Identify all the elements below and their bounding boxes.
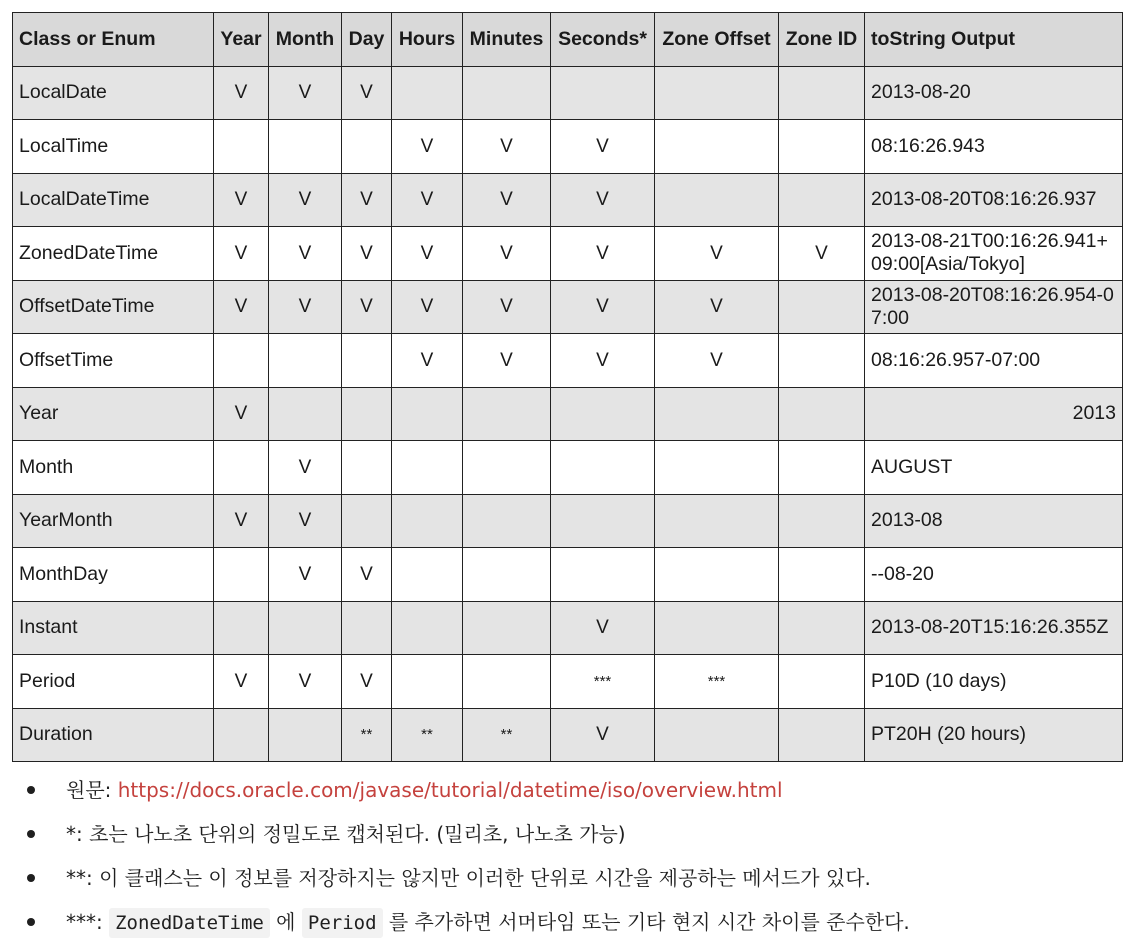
support-cell (214, 708, 269, 762)
support-cell (269, 120, 342, 174)
class-name-cell: OffsetDateTime (13, 280, 214, 334)
support-cell: V (551, 334, 655, 388)
support-cell: V (269, 280, 342, 334)
code-period: Period (302, 908, 383, 938)
support-cell (342, 601, 392, 655)
support-cell: V (214, 66, 269, 120)
class-name-cell: LocalDateTime (13, 173, 214, 227)
tostring-output-cell: 2013-08-20 (865, 66, 1123, 120)
support-cell (392, 601, 463, 655)
bullet-icon (27, 830, 35, 838)
support-cell (463, 66, 551, 120)
support-cell: V (392, 173, 463, 227)
support-cell (779, 120, 865, 174)
support-cell (655, 441, 779, 495)
table-row (13, 441, 1123, 495)
support-cell: V (342, 548, 392, 602)
support-cell (463, 387, 551, 441)
date-time-classes-table (12, 12, 1123, 762)
support-cell: *** (655, 655, 779, 709)
support-cell: V (463, 227, 551, 281)
support-cell: V (214, 173, 269, 227)
bullet-icon (27, 874, 35, 882)
support-cell (463, 494, 551, 548)
support-cell (463, 655, 551, 709)
support-cell (655, 120, 779, 174)
support-cell: V (655, 227, 779, 281)
footnote-period-suffix: 를 추가하면 서머타임 또는 기타 현지 시간 차이를 준수한다. (382, 910, 910, 934)
tostring-output-cell: 08:16:26.957-07:00 (865, 334, 1123, 388)
support-cell (655, 708, 779, 762)
tostring-output-cell: 2013-08-20T08:16:26.937 (865, 173, 1123, 227)
support-cell (463, 601, 551, 655)
support-cell (655, 601, 779, 655)
support-cell: V (779, 227, 865, 281)
class-name-cell: LocalDate (13, 66, 214, 120)
tostring-output-cell: P10D (10 days) (865, 655, 1123, 709)
support-cell (655, 173, 779, 227)
list-item (24, 768, 1124, 812)
support-cell (551, 441, 655, 495)
support-cell (779, 441, 865, 495)
support-cell: V (342, 280, 392, 334)
support-cell (392, 441, 463, 495)
support-cell (214, 601, 269, 655)
support-cell (392, 655, 463, 709)
table-header-row (13, 13, 1123, 67)
support-cell: V (551, 173, 655, 227)
support-cell: ** (463, 708, 551, 762)
support-cell (655, 494, 779, 548)
support-cell: V (342, 655, 392, 709)
support-cell: V (392, 334, 463, 388)
support-cell: *** (551, 655, 655, 709)
source-link[interactable]: https://docs.oracle.com/javase/tutorial/datetime/iso/overview.html (117, 778, 783, 802)
support-cell: V (214, 655, 269, 709)
support-cell (269, 601, 342, 655)
support-cell: V (392, 280, 463, 334)
support-cell (779, 280, 865, 334)
source-label: 원문: (66, 778, 118, 802)
column-header: Class or Enum (13, 13, 214, 67)
support-cell (779, 66, 865, 120)
class-name-cell: Duration (13, 708, 214, 762)
class-name-cell: Year (13, 387, 214, 441)
footnote-seconds: *: 초는 나노초 단위의 정밀도로 캡처된다. (밀리초, 나노초 가능) (66, 822, 626, 846)
support-cell (779, 655, 865, 709)
support-cell: V (214, 494, 269, 548)
footnote-period-mid: 에 (269, 910, 302, 934)
table-row (13, 387, 1123, 441)
footnotes-list (24, 768, 1124, 944)
column-header: Year (214, 13, 269, 67)
column-header: Zone Offset (655, 13, 779, 67)
class-name-cell: LocalTime (13, 120, 214, 174)
support-cell (342, 441, 392, 495)
support-cell: V (342, 66, 392, 120)
support-cell (214, 120, 269, 174)
support-cell: V (463, 120, 551, 174)
support-cell: V (269, 66, 342, 120)
support-cell (214, 441, 269, 495)
support-cell (463, 548, 551, 602)
column-header: Day (342, 13, 392, 67)
support-cell: ** (392, 708, 463, 762)
tostring-output-cell: 2013-08-20T08:16:26.954-07:00 (865, 280, 1123, 334)
support-cell (779, 494, 865, 548)
column-header: toString Output (865, 13, 1123, 67)
tostring-output-cell: 2013-08 (865, 494, 1123, 548)
support-cell: V (392, 120, 463, 174)
support-cell: V (392, 227, 463, 281)
support-cell: V (551, 708, 655, 762)
table-row (13, 334, 1123, 388)
tostring-output-cell: AUGUST (865, 441, 1123, 495)
table-row (13, 227, 1123, 281)
support-cell (551, 387, 655, 441)
support-cell (269, 708, 342, 762)
support-cell (655, 548, 779, 602)
table-row (13, 66, 1123, 120)
support-cell: V (655, 334, 779, 388)
bullet-icon (27, 918, 35, 926)
class-name-cell: OffsetTime (13, 334, 214, 388)
list-item (24, 900, 1124, 944)
support-cell: V (214, 387, 269, 441)
column-header: Hours (392, 13, 463, 67)
tostring-output-cell: --08-20 (865, 548, 1123, 602)
support-cell (342, 494, 392, 548)
list-item (24, 812, 1124, 856)
class-name-cell: MonthDay (13, 548, 214, 602)
support-cell: V (342, 227, 392, 281)
support-cell: V (551, 120, 655, 174)
support-cell: V (551, 227, 655, 281)
table-row (13, 708, 1123, 762)
tostring-output-cell: 2013-08-20T15:16:26.355Z (865, 601, 1123, 655)
support-cell (392, 548, 463, 602)
class-name-cell: Month (13, 441, 214, 495)
table-row (13, 655, 1123, 709)
support-cell (392, 387, 463, 441)
support-cell: V (551, 601, 655, 655)
support-cell (655, 66, 779, 120)
support-cell: V (269, 441, 342, 495)
support-cell (551, 548, 655, 602)
column-header: Zone ID (779, 13, 865, 67)
support-cell: V (551, 280, 655, 334)
support-cell (779, 334, 865, 388)
column-header: Minutes (463, 13, 551, 67)
footnote-period-prefix: ***: (66, 910, 110, 934)
support-cell (551, 66, 655, 120)
support-cell (342, 120, 392, 174)
support-cell (779, 173, 865, 227)
table-body (13, 66, 1123, 762)
table-row (13, 601, 1123, 655)
tostring-output-cell: PT20H (20 hours) (865, 708, 1123, 762)
support-cell: V (655, 280, 779, 334)
class-name-cell: YearMonth (13, 494, 214, 548)
support-cell: V (269, 494, 342, 548)
support-cell: V (463, 334, 551, 388)
support-cell: V (269, 227, 342, 281)
support-cell (392, 66, 463, 120)
support-cell: V (269, 655, 342, 709)
table-row (13, 494, 1123, 548)
table-row (13, 120, 1123, 174)
support-cell (342, 387, 392, 441)
support-cell: V (463, 173, 551, 227)
table-row (13, 173, 1123, 227)
table-row (13, 280, 1123, 334)
code-zoneddatetime: ZonedDateTime (109, 908, 270, 938)
support-cell (214, 548, 269, 602)
support-cell (779, 387, 865, 441)
support-cell (214, 334, 269, 388)
support-cell: V (214, 227, 269, 281)
bullet-icon (27, 786, 35, 794)
support-cell (779, 708, 865, 762)
support-cell: V (269, 173, 342, 227)
support-cell (463, 441, 551, 495)
support-cell (779, 601, 865, 655)
tostring-output-cell: 08:16:26.943 (865, 120, 1123, 174)
support-cell (392, 494, 463, 548)
support-cell (655, 387, 779, 441)
support-cell (551, 494, 655, 548)
class-name-cell: Instant (13, 601, 214, 655)
column-header: Month (269, 13, 342, 67)
support-cell: ** (342, 708, 392, 762)
support-cell (342, 334, 392, 388)
support-cell (269, 334, 342, 388)
support-cell: V (463, 280, 551, 334)
support-cell: V (214, 280, 269, 334)
class-name-cell: ZonedDateTime (13, 227, 214, 281)
support-cell: V (269, 548, 342, 602)
table-row (13, 548, 1123, 602)
support-cell (779, 548, 865, 602)
footnote-methods: **: 이 클래스는 이 정보를 저장하지는 않지만 이러한 단위로 시간을 제공하는 메서드가 있다. (66, 866, 871, 890)
support-cell: V (342, 173, 392, 227)
tostring-output-cell: 2013 (865, 387, 1123, 441)
class-name-cell: Period (13, 655, 214, 709)
support-cell (269, 387, 342, 441)
list-item (24, 856, 1124, 900)
tostring-output-cell: 2013-08-21T00:16:26.941+09:00[Asia/Tokyo] (865, 227, 1123, 281)
column-header: Seconds* (551, 13, 655, 67)
